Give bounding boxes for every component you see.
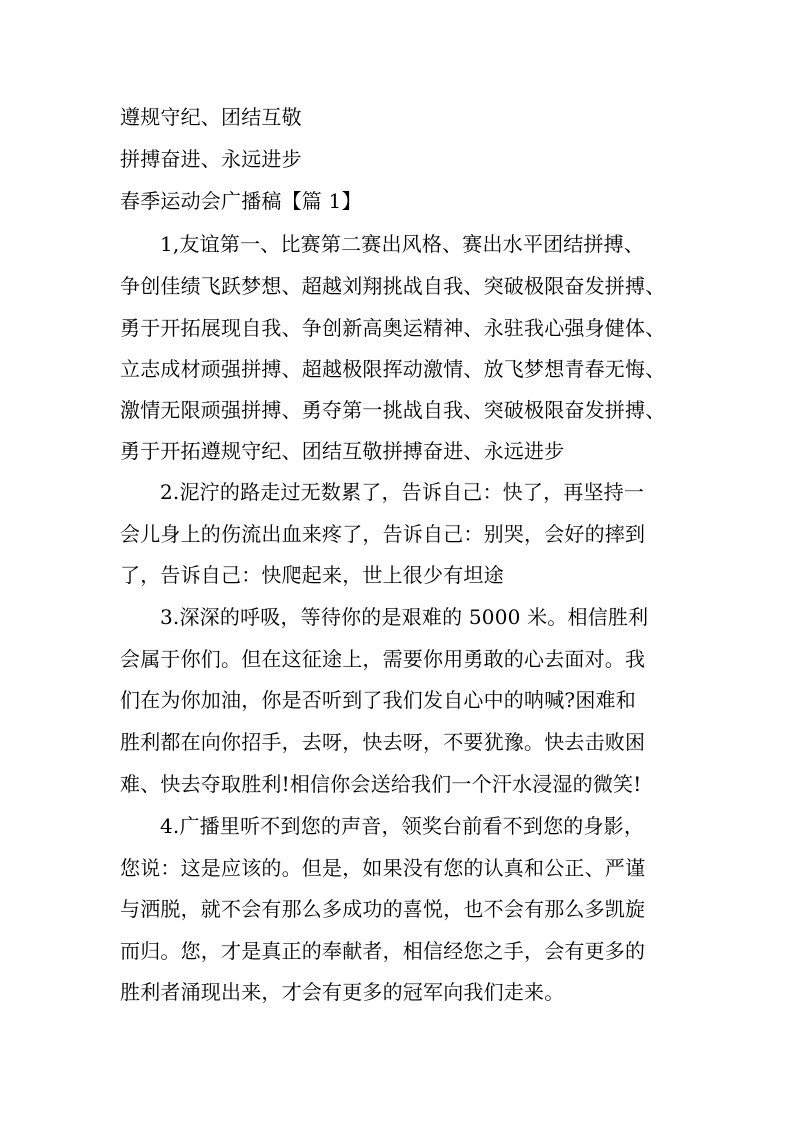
- paragraph-1-line-5: 激情无限顽强拼搏、勇夺第一挑战自我、突破极限奋发拼搏、: [120, 398, 666, 422]
- paragraph-2-line-2: 会儿身上的伤流出血来疼了，告诉自己：别哭，会好的摔到: [120, 522, 646, 546]
- paragraph-4-line-1: 4.广播里听不到您的声音，领奖台前看不到您的身影，: [160, 814, 645, 838]
- paragraph-1-line-4: 立志成材顽强拼搏、超越极限挥动激情、放飞梦想青春无悔、: [120, 357, 666, 381]
- paragraph-3-line-5: 难、快去夺取胜利!相信你会送给我们一个汗水浸湿的微笑!: [120, 772, 642, 796]
- section-heading: 春季运动会广播稿【篇 1】: [120, 189, 362, 213]
- paragraph-3-line-4: 胜利都在向你招手，去呀，快去呀，不要犹豫。快去击败困: [120, 730, 646, 754]
- text-line-2: 拼搏奋进、永远进步: [120, 147, 302, 171]
- paragraph-1-line-6: 勇于开拓遵规守纪、团结互敬拼搏奋进、永远进步: [120, 439, 565, 463]
- paragraph-1-line-3: 勇于开拓展现自我、争创新高奥运精神、永驻我心强身健体、: [120, 316, 666, 340]
- paragraph-1-line-2: 争创佳绩飞跃梦想、超越刘翔挑战自我、突破极限奋发拼搏、: [120, 274, 666, 298]
- paragraph-3-line-2: 会属于你们。但在这征途上，需要你用勇敢的心去面对。我: [120, 647, 646, 671]
- paragraph-4-line-2: 您说：这是应该的。但是，如果没有您的认真和公正、严谨: [120, 856, 646, 880]
- paragraph-3-line-1: 3.深深的呼吸，等待你的是艰难的 5000 米。相信胜利: [160, 605, 649, 629]
- paragraph-4-line-3: 与洒脱，就不会有那么多成功的喜悦，也不会有那么多凯旋: [120, 897, 646, 921]
- paragraph-3-line-3: 们在为你加油，你是否听到了我们发自心中的呐喊?困难和: [120, 688, 636, 712]
- text-line-1: 遵规守纪、团结互敬: [120, 105, 302, 129]
- paragraph-4-line-5: 胜利者涌现出来，才会有更多的冠军向我们走来。: [120, 980, 565, 1004]
- paragraph-1-line-1: 1,友谊第一、比赛第二赛出风格、赛出水平团结拼搏、: [160, 232, 645, 256]
- paragraph-2-line-1: 2.泥泞的路走过无数累了，告诉自己：快了，再坚持一: [160, 480, 645, 504]
- paragraph-2-line-3: 了，告诉自己：快爬起来，世上很少有坦途: [120, 563, 504, 587]
- paragraph-4-line-4: 而归。您，才是真正的奉献者，相信经您之手，会有更多的: [120, 939, 646, 963]
